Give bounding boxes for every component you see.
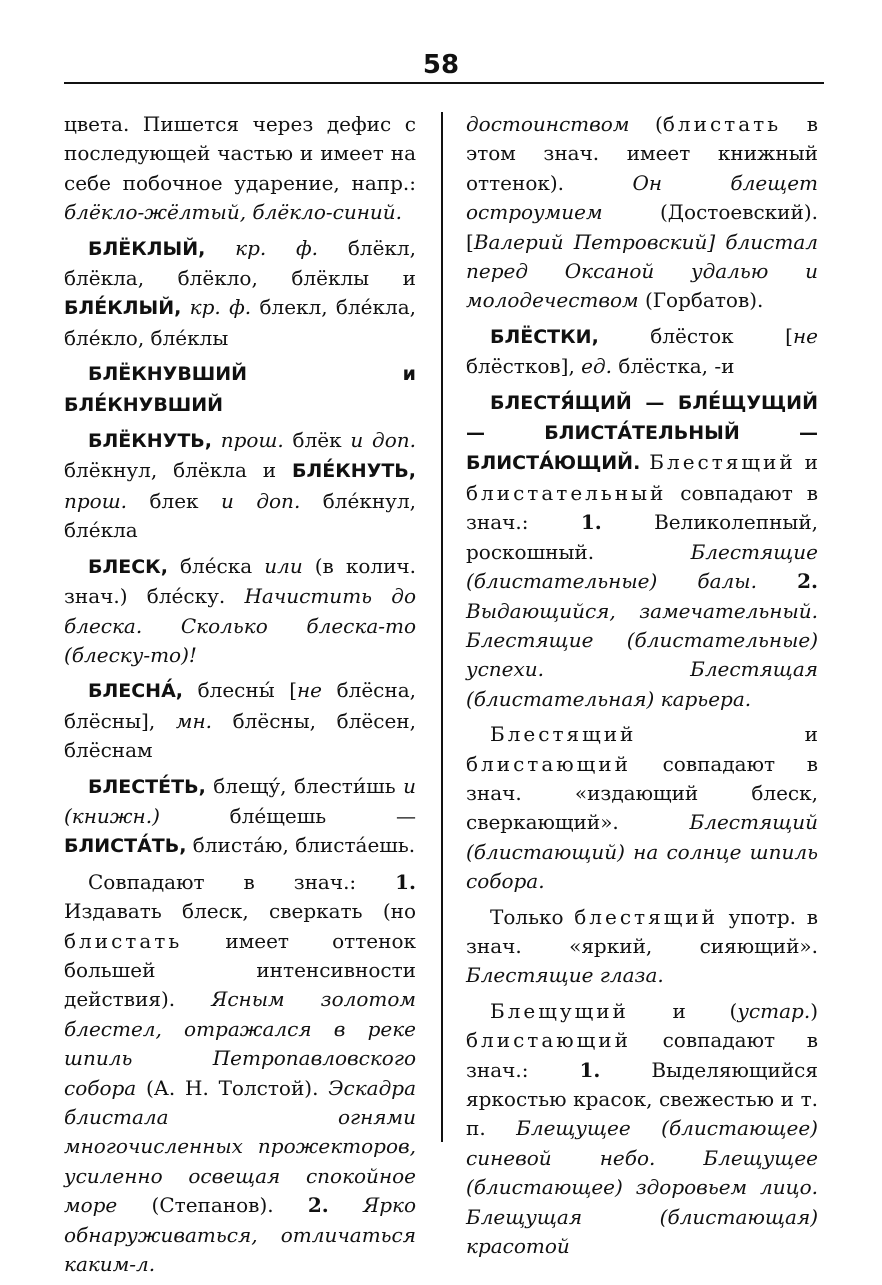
paragraph: цвета. Пишется через дефис с последующей частью и имеет на себе побочное ударение, напр.: блёкло-жёлтый, блёкло-синий.	[64, 112, 416, 225]
entry-bleknuvshii: БЛЁКНУВШИЙ и БЛЕ́КНУВШИЙ	[64, 363, 416, 416]
entry-blesna: БЛЕСНА́, блесны́ [не блёсна, блёсны], мн. блёсны, блёсен, блёснам	[64, 678, 416, 763]
entry-blestki: БЛЁСТКИ, блёсток [не блёстков], ед. блёстка, -и	[466, 323, 818, 379]
entry-bleklyi: БЛЁКЛЫЙ, кр. ф. блёкл, блёкла, блёкло, блёклы и БЛЕ́КЛЫЙ, кр. ф. блекл, бле́кла, бле́кло, бле́клы	[64, 235, 416, 350]
entry-blestet: БЛЕСТЕ́ТЬ, блещу́, блести́шь и (книжн.) бле́щешь — БЛИСТА́ТЬ, блиста́ю, блиста́ешь.	[64, 773, 416, 858]
left-column	[64, 110, 416, 1285]
paragraph: Блестящий и блистающий совпадают в знач. «издающий блеск, сверкающий». Блестящий (блистающий) на солнце шпиль собора.	[466, 722, 818, 894]
entry-blesk: БЛЕСК, бле́ска или (в колич. знач.) бле́ску. Начистить до блеска. Сколько блеска-то (блеску-то)!	[64, 553, 417, 667]
paragraph: Блещущий и (устар.) блистающий совпадают в знач.: 1. Выделяющийся яркостью красок, свежестью и т. п. Блещущее (блистающее) синевой небо. Блещущее (блистающее) здоровьем лицо. Блещущая (блистающая) красотой	[466, 998, 818, 1259]
entry-blestyashchii: БЛЕСТЯ́ЩИЙ — БЛЕ́ЩУЩИЙ — БЛИСТА́ТЕЛЬНЫЙ — БЛИСТА́ЮЩИЙ. Блестящий и блистательный совпадают в знач.: 1. Великолепный, роскошный. Блестящие (блистательные) балы. 2. Выдающийся, замечательный. Блестящие (блистательные) успехи. Блестящая (блистательная) карьера.	[466, 391, 819, 711]
paragraph: Только блестящий употр. в знач. «яркий, сияющий». Блестящие глаза.	[466, 904, 818, 988]
right-column	[466, 110, 818, 1267]
page-number: 58	[422, 50, 460, 80]
column-divider	[441, 112, 443, 1142]
entry-bleknut: БЛЁКНУТЬ, прош. блёк и доп. блёкнул, блёкла и БЛЕ́КНУТЬ, прош. блек и доп. бле́кнул, бле́кла	[64, 428, 417, 543]
paragraph: Совпадают в знач.: 1. Издавать блеск, сверкать (но блистать имеет оттенок большей интенсивности действия). Ясным золотом блестел, отражался в реке шпиль Петропавловского собора (А. Н. Толстой). Эскадра блистала огнями многочисленных прожекторов, усиленно освещая спокойное море (Степанов). 2. Ярко обнаруживаться, отличаться каким-л.	[64, 869, 417, 1277]
paragraph: достоинством (блистать в этом знач. имеет книжный оттенок). Он блещет остроумием (Достоевский). [Валерий Петровский] блистал перед Оксаной удалью и молодечеством (Горбатов).	[466, 112, 818, 313]
header-rule	[64, 82, 824, 84]
